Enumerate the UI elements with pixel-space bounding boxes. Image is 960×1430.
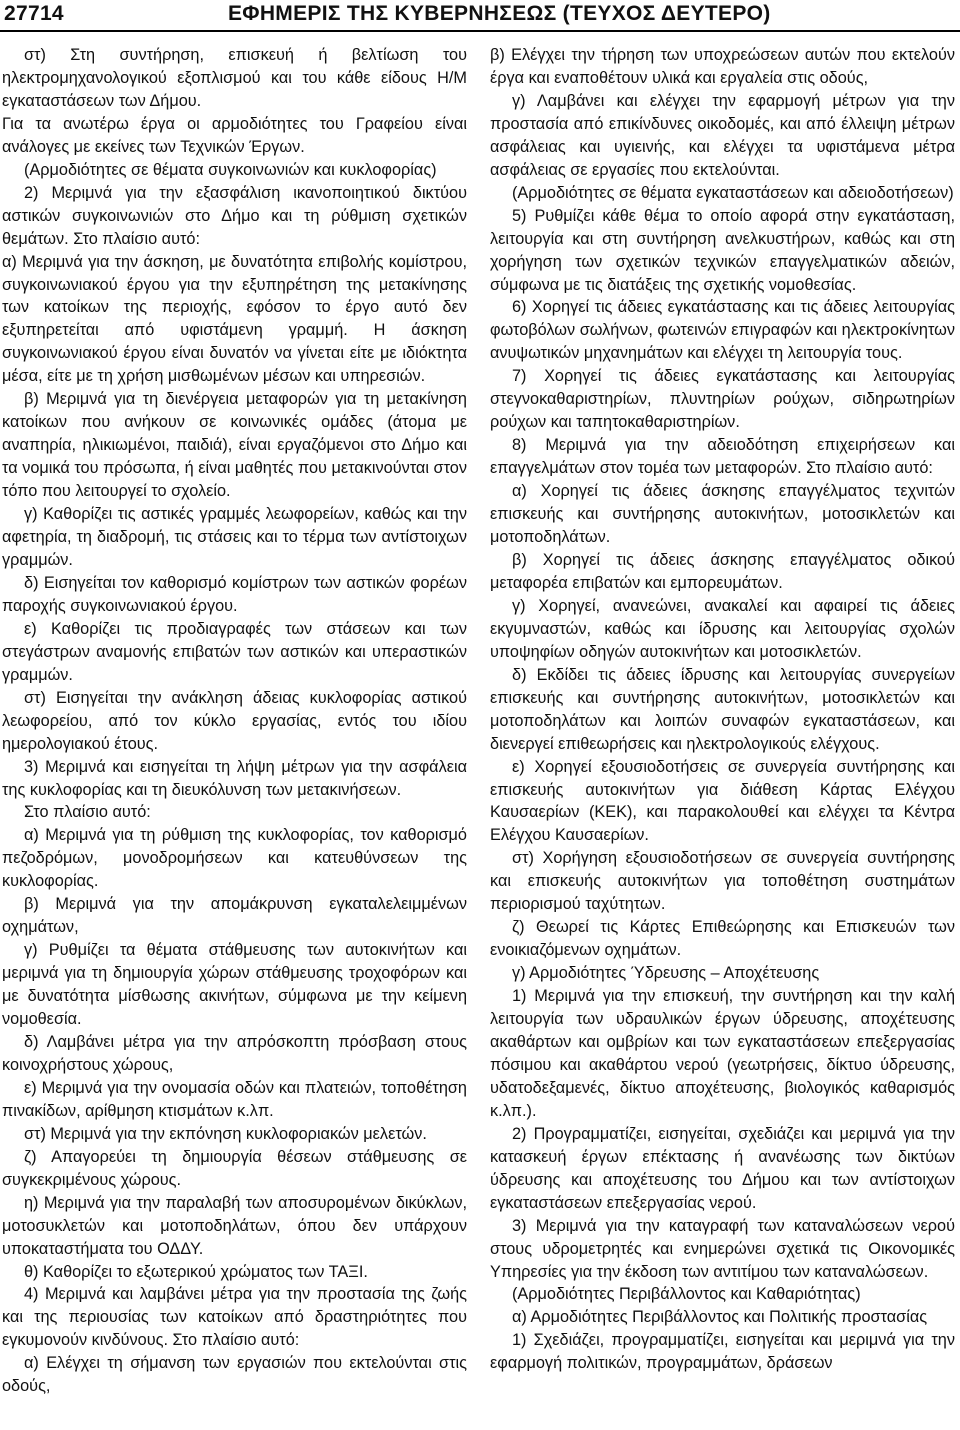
page-number: 27714 (4, 2, 64, 25)
paragraph: δ) Εισηγείται τον καθορισμό κομίστρων των αστικών φορέων παροχής συγκοινωνιακού έργου. (2, 573, 467, 615)
paragraph: δ) Λαμβάνει μέτρα για την απρόσκοπτη πρόσβαση στους κοινοχρήστους χώρους, (2, 1032, 467, 1074)
paragraph: 2) Μεριμνά για την εξασφάλιση ικανοποιητικού δικτύου αστικών συγκοινωνιών στο Δήμο και τη ρύθμιση σχετικών θεμάτων. Στο πλαίσιο αυτό: (2, 183, 467, 248)
paragraph: ε) Καθορίζει τις προδιαγραφές των στάσεων και των στεγάστρων αναμονής επιβατών των αστικών και υπεραστικών γραμμών. (2, 619, 467, 684)
paragraph: α) Μεριμνά για τη ρύθμιση της κυκλοφορίας, τον καθορισμό πεζοδρόμων, μονοδρομήσεων και κατευθύνσεων της κυκλοφορίας. (2, 826, 467, 891)
page-header (0, 0, 960, 34)
paragraph: θ) Καθορίζει το εξωτερικού χρώματος των ΤΑΞΙ. (24, 1262, 368, 1281)
paragraph: ζ) Απαγορεύει τη δημιουργία θέσεων στάθμευσης σε συγκεκριμένους χώρους. (2, 1147, 467, 1189)
paragraph: γ) Λαμβάνει και ελέγχει την εφαρμογή μέτρων για την προστασία από επικίνδυνες οικοδομές, και από έλλειψη μέτρων ασφάλειας και υγιεινής, και ελέγχει τα υφιστάμενα μέτρα ασφάλειας σε εργασίες που εκτελούνται. (490, 91, 955, 179)
paragraph: ζ) Θεωρεί τις Κάρτες Επιθεώρησης και Επισκευών των ενοικιαζόμενων οχημάτων. (490, 918, 955, 960)
paragraph: στ) Μεριμνά για την εκπόνηση κυκλοφοριακών μελετών. (24, 1124, 427, 1143)
paragraph: ε) Μεριμνά για την ονομασία οδών και πλατειών, τοποθέτηση πινακίδων, αρίθμηση κτισμάτων κ.λπ. (2, 1078, 467, 1120)
gazette-title: ΕΦΗΜΕΡΙΣ ΤΗΣ ΚΥΒΕΡΝΗΣΕΩΣ (ΤΕΥΧΟΣ ΔΕΥΤΕΡΟ) (228, 2, 771, 25)
paragraph: 7) Χορηγεί τις άδειες εγκατάστασης και λειτουργίας στεγνοκαθαριστηρίων, πλυντηρίων ρούχων, σιδηρωτηρίων ρούχων και ταπητοκαθαριστηρίων. (490, 367, 955, 432)
paragraph: 2) Προγραμματίζει, εισηγείται, σχεδιάζει και μεριμνά για την κατασκευή έργων επέκτασης ή ανανέωσης των δικτύων ύδρευσης και αποχέτευσης του Δήμου και των αντίστοιχων εγκαταστάσεων επεξεργασίας νερού. (490, 1124, 955, 1212)
paragraph: α) Αρμοδιότητες Περιβάλλοντος και Πολιτικής προστασίας (512, 1308, 928, 1327)
paragraph: γ) Χορηγεί, ανανεώνει, ανακαλεί και αφαιρεί τις άδειες εκγυμναστών, καθώς και ίδρυσης και λειτουργίας σχολών υποψηφίων οδηγών αυτοκινήτων και μοτοσικλετών. (490, 596, 955, 661)
paragraph: Για τα ανωτέρω έργα οι αρμοδιότητες του Γραφείου είναι ανάλογες με εκείνες των Τεχνικών Έργων. (2, 114, 467, 156)
paragraph: 4) Μεριμνά και λαμβάνει μέτρα για την προστασία της ζωής και της περιουσίας των κατοίκων από δραστηριότητες που εγκυμονούν κινδύνους. Στο πλαίσιο αυτό: (2, 1285, 467, 1350)
paragraph: στ) Εισηγείται την ανάκληση άδειας κυκλοφορίας αστικού λεωφορείου, από τον κύκλο εργασίας, εντός του ιδίου ημερολογιακού έτους. (2, 688, 467, 753)
paragraph: β) Μεριμνά για τη διενέργεια μεταφορών για τη μετακίνηση κατοίκων που ανήκουν σε κοινωνικές ομάδες (άτομα με αναπηρία, ηλικιωμένοι, παιδιά), είναι εργαζόμενοι στο Δήμο και τα νομικά του πρόσωπα, ή είναι μαθητές που μετακινούνται στον τόπο που λειτουργεί το σχολείο. (2, 390, 467, 501)
paragraph: 1) Σχεδιάζει, προγραμματίζει, εισηγείται και μεριμνά για την εφαρμογή πολιτικών, προγραμμάτων, δράσεων (490, 1331, 955, 1373)
paragraph: στ) Χορήγηση εξουσιοδοτήσεων σε συνεργεία συντήρησης και επισκευής αυτοκινήτων για τοποθέτηση συστημάτων περιορισμού ταχύτητων. (490, 849, 955, 914)
paragraph: (Αρμοδιότητες σε θέματα συγκοινωνιών και κυκλοφορίας) (24, 160, 437, 179)
left-column (2, 44, 467, 1398)
paragraph: β) Χορηγεί τις άδειες άσκησης επαγγέλματος οδικού μεταφορέα επιβατών και εμπορευμάτων. (490, 550, 955, 592)
paragraph: στ) Στη συντήρηση, επισκευή ή βελτίωση του ηλεκτρομηχανολογικού εξοπλισμού και του κάθε είδους Η/Μ εγκαταστάσεων των Δήμου. (2, 46, 467, 110)
paragraph: γ) Αρμοδιότητες Ύδρευσης – Αποχέτευσης (512, 964, 820, 983)
paragraph: δ) Εκδίδει τις άδειες ίδρυσης και λειτουργίας συνεργείων επισκευής και συντήρησης αυτοκινήτων, μοτοσικλετών και μοτοποδηλάτων και λοιπών συναφών εγκαταστάσεων, και διενεργεί επιθεωρήσεις και ηλεκτρολογικούς ελέγχους. (490, 665, 955, 753)
header-rule (0, 30, 960, 32)
paragraph: Στο πλαίσιο αυτό: (24, 803, 151, 822)
paragraph: β) Μεριμνά για την απομάκρυνση εγκαταλελειμμένων οχημάτων, (2, 895, 467, 937)
paragraph: γ) Καθορίζει τις αστικές γραμμές λεωφορείων, καθώς και την αφετηρία, τη διαδρομή, τις στάσεις και το τέρμα των αντίστοιχων γραμμών. (2, 505, 467, 569)
paragraph: α) Μεριμνά για την άσκηση, με δυνατότητα επιβολής κομίστρου, συγκοινωνιακού έργου για την εξυπηρέτηση της μετακίνησης των κατοίκων της περιοχής, εφόσον το έργο αυτό δεν εξυπηρετείται από υφιστάμενη γραμμή. Η άσκηση συγκοινωνιακού έργου είναι δυνατόν να γίνεται είτε με ιδιόκτητα μέσα, είτε με τη χρήση μισθωμένων μέσων και υπηρεσιών. (2, 252, 467, 386)
paragraph: 5) Ρυθμίζει κάθε θέμα το οποίο αφορά στην εγκατάσταση, λειτουργία και στη συντήρηση ανελκυστήρων, καθώς και στη χορήγηση των σχετικών τεχνικών επαγγελματικών αδειών, σύμφωνα με τις διατάξεις της σχετικής νομοθεσίας. (490, 206, 955, 294)
paragraph: ε) Χορηγεί εξουσιοδοτήσεις σε συνεργεία συντήρησης και επισκευής αυτοκινήτων για διάθεση Κάρτας Ελέγχου Καυσαερίων (ΚΕΚ), και παρακολουθεί και ελέγχει τα Κέντρα Ελέγχου Καυσαερίων. (490, 757, 955, 845)
paragraph: (Αρμοδιότητες Περιβάλλοντος και Καθαριότητας) (512, 1285, 861, 1304)
paragraph: 3) Μεριμνά και εισηγείται τη λήψη μέτρων για την ασφάλεια της κυκλοφορίας και τη διευκόλυνση των μετακινήσεων. (2, 757, 467, 799)
paragraph: (Αρμοδιότητες σε θέματα εγκαταστάσεων και αδειοδοτήσεων) (512, 183, 954, 202)
paragraph: γ) Ρυθμίζει τα θέματα στάθμευσης των αυτοκινήτων και μεριμνά για τη δημιουργία χώρων στάθμευσης τροχοφόρων και με δυνατότητα μίσθωσης ακινήτων, σύμφωνα με την κείμενη νομοθεσία. (2, 941, 467, 1029)
paragraph: η) Μεριμνά για την παραλαβή των αποσυρομένων δικύκλων, μοτοσυκλετών και μοτοποδηλάτων, όπου δεν υπάρχουν υποκαταστήματα του ΟΔΔΥ. (2, 1193, 467, 1258)
paragraph: 1) Μεριμνά για την επισκευή, την συντήρηση και την καλή λειτουργία των υδραυλικών έργων ύδρευσης, αποχέτευσης ακαθάρτων και ομβρίων και των εγκαταστάσεων επεξεργασίας πόσιμου και ακαθάρτου νερού (γεωτρήσεις, δίκτυο ύδρευσης, υδατοδεξαμενές, δίκτυο αποχέτευσης, βιολογικός καθαρισμός κ.λπ.). (490, 987, 955, 1120)
paragraph: 3) Μεριμνά για την καταγραφή των καταναλώσεων νερού στους υδρομετρητές και ενημερώνει σχετικά τις Οικονομικές Υπηρεσίες για την έκδοση των αντιτίμου των καταναλώσεων. (490, 1216, 955, 1281)
paragraph: α) Ελέγχει τη σήμανση των εργασιών που εκτελούνται στις οδούς, (2, 1354, 467, 1396)
paragraph: 6) Χορηγεί τις άδειες εγκατάστασης και τις άδειες λειτουργίας φωτοβόλων σωλήνων, φωτεινών επιγραφών και ηλεκτροκίνητων ανυψωτικών μηχανημάτων και ελέγχει τη λειτουργία τους. (490, 298, 955, 363)
paragraph: α) Χορηγεί τις άδειες άσκησης επαγγέλματος τεχνιτών επισκευής και συντήρησης αυτοκινήτων, μοτοσικλετών και μοτοποδηλάτων. (490, 482, 955, 547)
paragraph: β) Ελέγχει την τήρηση των υποχρεώσεων αυτών που εκτελούν έργα και εναποθέτουν υλικά και εργαλεία στις οδούς, (490, 46, 955, 87)
paragraph: 8) Μεριμνά για την αδειοδότηση επιχειρήσεων και επαγγελμάτων στον τομέα των μεταφορών. Στο πλαίσιο αυτό: (490, 436, 955, 478)
right-column (490, 44, 955, 1375)
